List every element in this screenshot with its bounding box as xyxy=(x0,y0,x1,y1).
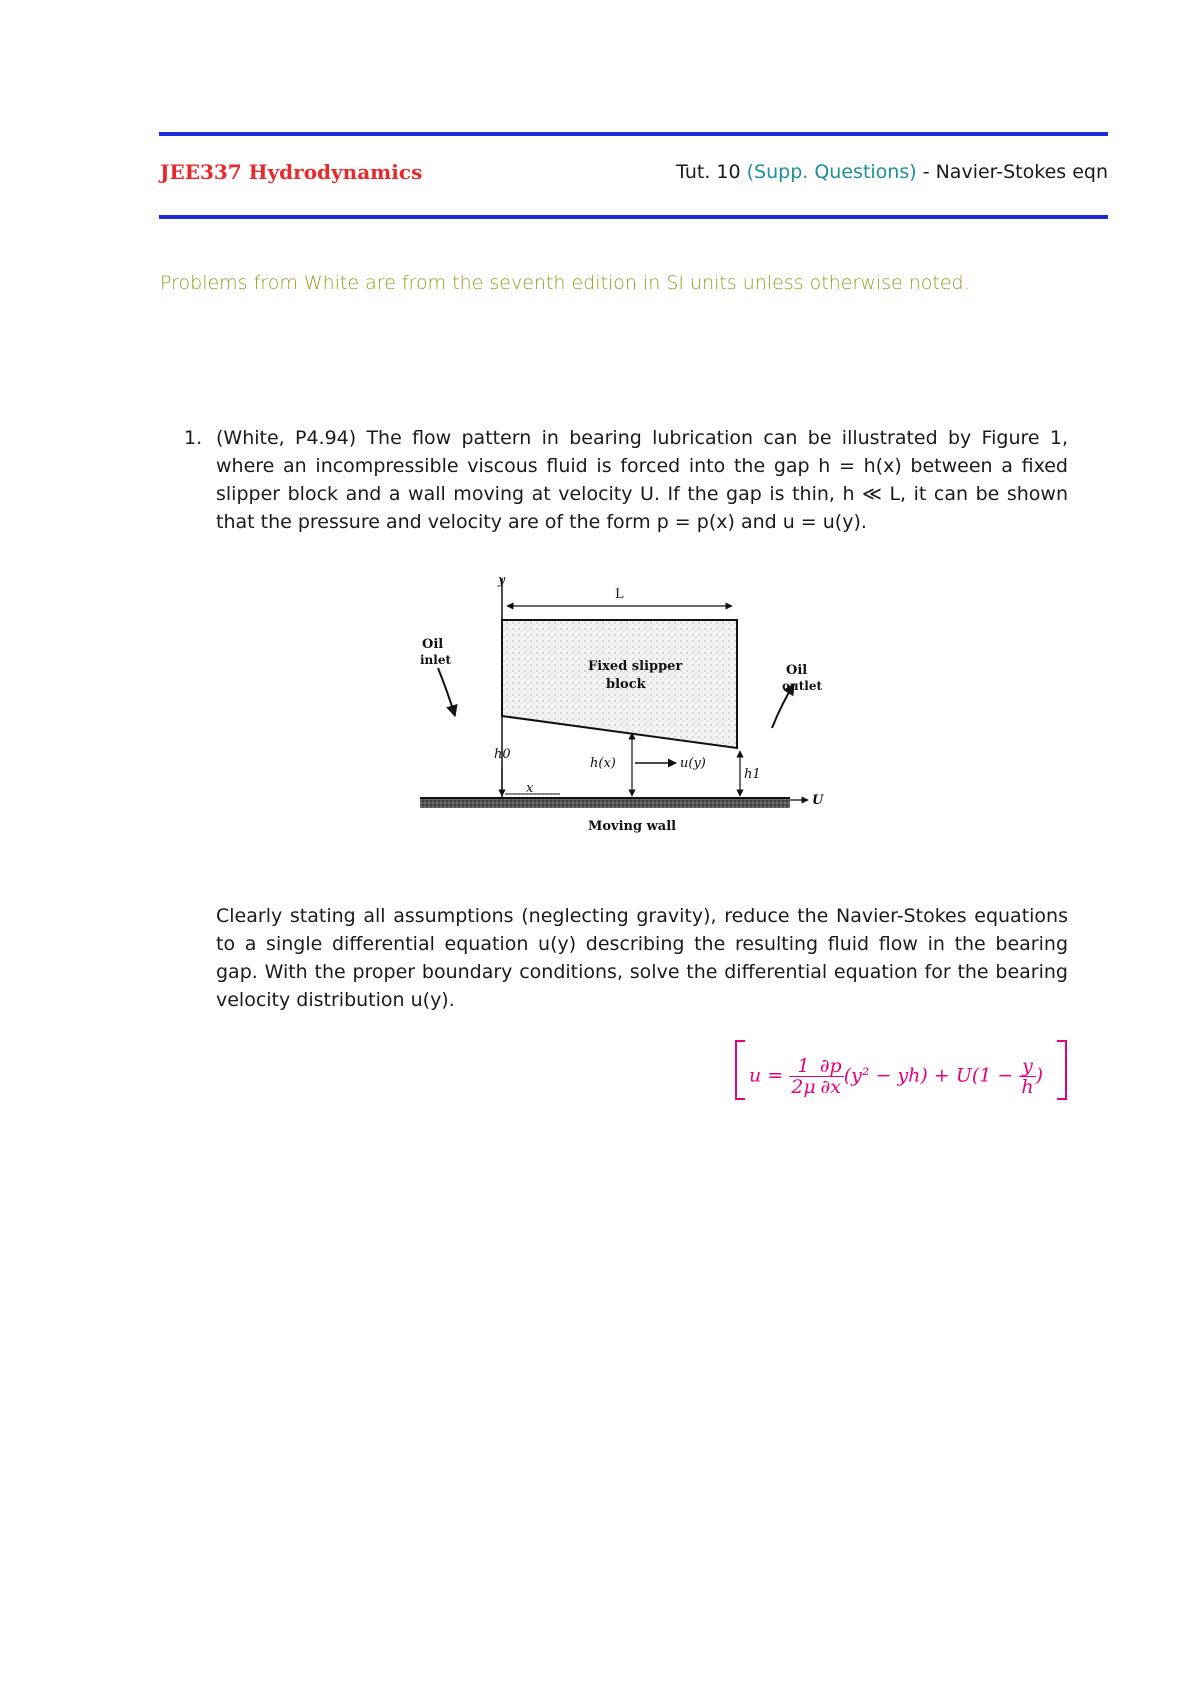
block-label-1: Fixed slipper xyxy=(588,659,683,674)
header-top-rule xyxy=(159,132,1108,136)
topic-label: - Navier-Stokes eqn xyxy=(922,161,1108,183)
inlet-arrow xyxy=(438,668,455,716)
answer-middle: (y² − yh) + U(1 − xyxy=(843,1064,1014,1087)
x-label: x xyxy=(526,781,534,796)
moving-wall-label: Moving wall xyxy=(588,819,677,834)
answer-end: ) xyxy=(1035,1064,1044,1087)
oil-inlet-label-1: Oil xyxy=(422,637,444,652)
oil-outlet-label-2: outlet xyxy=(782,679,823,693)
answer-lhs: u = xyxy=(749,1064,784,1087)
h0-label: h0 xyxy=(494,747,511,762)
block-label-2: block xyxy=(606,677,646,692)
header-bottom-rule xyxy=(159,215,1108,219)
course-title: JEE337 Hydrodynamics xyxy=(160,160,423,184)
hx-label: h(x) xyxy=(590,756,616,771)
question-intro: (White, P4.94) The flow pattern in bearing lubrication can be illustrated by Figure 1, where an incompressible viscous fluid is forced into the gap h = h(x) between a fixed slipper block and a wall moving at velocity U. If the gap is thin, h ≪ L, it can be shown that the pressure and velocity are of the form p = p(x) and u = u(y). xyxy=(216,427,1068,533)
h1-label: h1 xyxy=(744,767,761,782)
oil-inlet-label-2: inlet xyxy=(420,653,452,667)
moving-wall xyxy=(420,798,790,808)
question-task: Clearly stating all assumptions (neglecting gravity), reduce the Navier-Stokes equations to a single differential equation u(y) describing the resulting fluid flow in the bearing gap. With the proper boundary conditions, solve the differential equation for the bearing velocity distribution u(y). xyxy=(216,905,1068,1011)
length-label: L xyxy=(615,587,624,602)
fraction-one-over-2mu: $\frac{1}{2\mu}$ xyxy=(791,1055,816,1098)
edition-note: Problems from White are from the seventh edition in SI units unless otherwise noted. xyxy=(160,272,970,294)
question-number: 1. xyxy=(184,427,203,449)
right-bracket xyxy=(1057,1040,1067,1100)
left-bracket xyxy=(735,1040,745,1100)
tutorial-title xyxy=(676,160,1108,184)
uy-label: u(y) xyxy=(680,756,706,771)
tut-label: Tut. 10 xyxy=(676,161,741,183)
supp-label: (Supp. Questions) xyxy=(746,161,917,183)
bearing-figure xyxy=(410,568,840,838)
answer-equation xyxy=(749,1056,1043,1097)
oil-outlet-label-1: Oil xyxy=(786,663,808,678)
y-label: y xyxy=(498,573,506,588)
answer-box xyxy=(735,1040,1067,1096)
fraction-dp-dx: $\frac{\partial p}{\partial x}$ xyxy=(819,1055,842,1098)
fraction-y-over-h: $\frac{y}{h}$ xyxy=(1021,1055,1034,1098)
u-wall-label: U xyxy=(812,793,824,808)
